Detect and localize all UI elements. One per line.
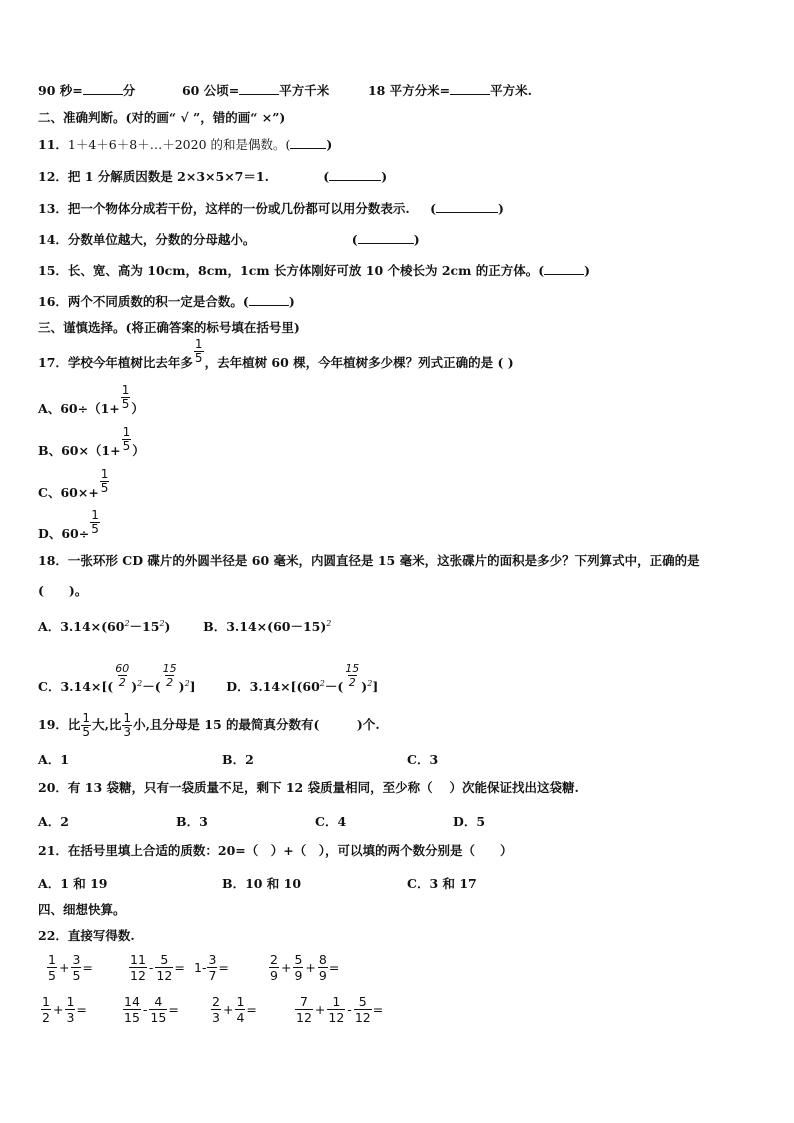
question-11 xyxy=(38,136,332,153)
answer-blank[interactable] xyxy=(239,82,279,95)
exponent: 2 xyxy=(367,678,373,688)
q19-option-b[interactable]: B．2 xyxy=(222,752,254,767)
fraction xyxy=(65,994,75,1025)
denominator: 9 xyxy=(318,968,327,983)
conv-b-text: 60 公顷= xyxy=(181,83,240,98)
q19-option-a[interactable]: A．1 xyxy=(38,752,69,767)
q20-option-d[interactable]: D．5 xyxy=(453,814,486,829)
calc-item: $\frac{11}{12}$ - $\frac{5}{12}$ = xyxy=(130,952,185,983)
fraction xyxy=(149,994,167,1025)
numerator: 5 xyxy=(160,952,169,967)
q18-options-ab xyxy=(38,616,331,635)
numerator: 8 xyxy=(318,952,327,967)
denominator: 7 xyxy=(208,968,217,983)
numerator: 15 xyxy=(345,662,360,675)
question-16 xyxy=(38,293,295,310)
answer-blank[interactable] xyxy=(436,200,498,213)
numerator: 60 xyxy=(115,662,130,675)
fraction xyxy=(235,994,245,1025)
q-text: 在括号里填上合适的质数：20=（ ）+（ ），可以填的两个数分别是（ ） xyxy=(67,843,513,858)
paren-close: ) xyxy=(413,232,420,247)
fraction xyxy=(81,712,91,739)
question-17 xyxy=(38,337,514,377)
fraction xyxy=(41,994,51,1025)
fraction xyxy=(211,994,221,1025)
fraction xyxy=(123,994,141,1025)
q21-option-c[interactable]: C．3 和 17 xyxy=(407,876,477,891)
numerator: 1 xyxy=(82,711,91,725)
q17-option-d[interactable]: D、60÷ $\frac{1}{5}$ xyxy=(38,508,99,541)
section-heading-2: 二、准确判断。(对的画“ √ ”，错的画“ ×”) xyxy=(38,110,286,125)
calc-item: $\frac{1}{2}$ + $\frac{1}{3}$ = xyxy=(42,994,87,1025)
numerator: 5 xyxy=(294,952,303,967)
conversion-line xyxy=(38,82,532,99)
denominator: 12 xyxy=(130,968,146,983)
q-text: ，去年植树 60 棵，今年植树多少棵？列式正确的是 ( ) xyxy=(204,355,514,370)
q18-option-d[interactable]: D．$3.14\times[(60^2-$( $\frac{15}{2}$ )$^2$] xyxy=(226,662,379,694)
section-heading-3: 三、谨慎选择。(将正确答案的标号填在括号里) xyxy=(38,320,300,335)
numerator: 1 xyxy=(332,994,341,1009)
q-text: 长、宽、高为 10cm，8cm，1cm 长方体刚好可放 10 个棱长为 2cm 的正方体。( xyxy=(67,263,545,278)
paren-open: ( xyxy=(430,201,437,216)
calc-item: $\frac{1}{5}$ + $\frac{3}{5}$ = xyxy=(48,952,93,983)
q-num: 12． xyxy=(38,169,68,184)
numerator: 11 xyxy=(130,952,146,967)
q-text: 有 13 袋糖，只有一袋质量不足，剩下 12 袋质量相同，至少称（ ）次能保证找出这袋糖. xyxy=(67,780,579,795)
answer-blank[interactable] xyxy=(450,82,490,95)
answer-blank[interactable] xyxy=(290,136,326,149)
q20-option-a[interactable]: A．2 xyxy=(38,814,69,829)
section-heading-4: 四、细想快算。 xyxy=(38,902,126,917)
exponent: 2 xyxy=(326,619,332,628)
denominator: 15 xyxy=(150,1010,167,1025)
conv-b-unit: 平方千米 xyxy=(279,83,330,98)
denominator: 2 xyxy=(348,676,356,689)
conv-c-unit: 平方米. xyxy=(490,83,533,98)
numerator: 1 xyxy=(48,952,56,967)
fraction xyxy=(100,468,110,495)
numerator: 7 xyxy=(299,994,308,1009)
numerator: 1 xyxy=(100,467,109,481)
numerator: 1 xyxy=(91,508,99,522)
q17-option-c[interactable]: C、60×+ $\frac{1}{5}$ xyxy=(38,467,109,500)
denominator: 5 xyxy=(194,351,203,365)
calc-item: $\frac{2}{3}$ + $\frac{1}{4}$ = xyxy=(212,994,257,1025)
numerator: 2 xyxy=(212,994,220,1009)
q20-option-b[interactable]: B．3 xyxy=(176,814,208,829)
answer-blank[interactable] xyxy=(544,262,584,275)
q-text: 把 1 分解质因数是 2×3×5×7＝1. xyxy=(67,169,269,184)
question-15 xyxy=(38,262,590,279)
q-num: 22． xyxy=(38,928,68,943)
calc-item: $\frac{2}{9}$ + $\frac{5}{9}$ + $\frac{8}{9}$ = xyxy=(270,952,340,983)
fraction xyxy=(122,426,132,453)
q21-option-a[interactable]: A．1 和 19 xyxy=(38,876,108,891)
q21-option-b[interactable]: B．10 和 10 xyxy=(222,876,302,891)
denominator: 12 xyxy=(156,968,173,983)
numerator: 3 xyxy=(208,952,217,967)
question-19: 19．比 $\frac{1}{5}$ 大,比 $\frac{1}{3}$ 小,且分母是 15 的最简真分数有( )个. xyxy=(38,711,380,739)
denominator: 3 xyxy=(66,1010,75,1025)
denominator: 2 xyxy=(42,1010,50,1025)
conv-a-unit: 分 xyxy=(122,83,136,98)
denominator: 12 xyxy=(354,1010,371,1025)
paren-close: ) xyxy=(381,169,388,184)
numerator: 1 xyxy=(66,994,75,1009)
numerator: 1 xyxy=(121,383,130,397)
exponent: 2 xyxy=(137,678,143,688)
conv-a-text: 90 秒= xyxy=(38,83,83,98)
question-20 xyxy=(38,780,579,796)
q18-option-b[interactable]: B．$3.14\times(60-15)^2$ xyxy=(203,619,332,635)
q-text: 一张环形 CD 碟片的外圆半径是 60 毫米，内圆直径是 15 毫米，这张碟片的面积是多少？下列算式中，正确的是 xyxy=(67,553,700,568)
numerator: 1 xyxy=(236,994,245,1009)
fraction xyxy=(354,994,372,1025)
paren-close: ) xyxy=(326,137,333,152)
paren-close: ) xyxy=(498,201,504,216)
q-num: 15． xyxy=(38,263,68,278)
conv-c-text: 18 平方分米= xyxy=(367,83,451,98)
answer-blank[interactable] xyxy=(83,82,123,95)
q-num: 21． xyxy=(38,843,68,858)
denominator: 5 xyxy=(100,481,109,495)
q18-option-c[interactable]: C．3.14×[( $\frac{60}{2}$ )$^2$－( $\frac{15}{2}$ )$^2$] xyxy=(38,662,196,694)
q-text: 1＋4＋6＋8＋…＋2020 的和是偶数。( xyxy=(67,137,291,152)
paren-open: ( xyxy=(323,169,330,184)
fraction xyxy=(47,952,57,983)
fraction xyxy=(71,952,81,983)
question-22 xyxy=(38,928,135,944)
calc-item: $\frac{14}{15}$ - $\frac{4}{15}$ = xyxy=(124,994,179,1025)
numerator: 14 xyxy=(124,994,140,1009)
numerator: 15 xyxy=(162,662,177,675)
denominator: 5 xyxy=(82,725,91,739)
fraction xyxy=(129,952,147,983)
numerator: 4 xyxy=(154,994,163,1009)
q19-option-c[interactable]: C．3 xyxy=(407,752,439,767)
q-num: 13． xyxy=(38,201,68,216)
q-text: 直接写得数. xyxy=(67,928,135,943)
answer-blank[interactable] xyxy=(329,168,381,181)
denominator: 5 xyxy=(91,522,99,536)
fraction xyxy=(207,952,217,983)
paren-open: ( xyxy=(351,232,358,247)
calc-item: 1- $\frac{3}{7}$ = xyxy=(194,952,229,983)
denominator: 3 xyxy=(123,725,132,739)
fraction xyxy=(293,952,303,983)
denominator: 15 xyxy=(124,1010,140,1025)
q-text: 分数单位越大，分数的分母越小。 xyxy=(67,232,256,247)
numerator: 2 xyxy=(270,952,278,967)
q-num: 16． xyxy=(38,294,68,309)
denominator: 3 xyxy=(212,1010,220,1025)
numerator: 1 xyxy=(42,994,50,1009)
q18-paren: ( )。 xyxy=(38,583,88,598)
answer-blank[interactable] xyxy=(358,231,414,244)
fraction xyxy=(318,952,328,983)
question-14 xyxy=(38,231,420,248)
denominator: 9 xyxy=(294,968,303,983)
denominator: 2 xyxy=(118,676,126,689)
fraction xyxy=(121,384,131,411)
q18-option-a[interactable]: A．$3.14\times(60^2-15^2)$ xyxy=(38,619,171,635)
q-num: 18． xyxy=(38,553,68,568)
q-text: 学校今年植树比去年多 xyxy=(67,355,193,370)
fraction xyxy=(344,662,360,689)
paren-close: ) xyxy=(584,263,591,278)
q17-option-a[interactable]: A、60÷（1+ $\frac{1}{5}$ ） xyxy=(38,383,144,416)
fraction xyxy=(194,338,204,365)
q17-option-b[interactable]: B、60×（1+ $\frac{1}{5}$ ） xyxy=(38,425,145,458)
numerator: 1 xyxy=(123,711,132,725)
denominator: 5 xyxy=(72,968,81,983)
q-num: 17． xyxy=(38,355,68,370)
q-num: 20． xyxy=(38,780,68,795)
exponent: 2 xyxy=(124,619,130,628)
numerator: 5 xyxy=(358,994,367,1009)
answer-blank[interactable] xyxy=(249,293,289,306)
exponent: 2 xyxy=(159,619,165,628)
numerator: 1 xyxy=(194,337,203,351)
exponent: 2 xyxy=(319,678,325,688)
denominator: 12 xyxy=(296,1010,312,1025)
q-text: 把一个物体分成若干份，这样的一份或几份都可以用分数表示. xyxy=(67,201,410,216)
numerator: 3 xyxy=(72,952,81,967)
question-13 xyxy=(38,200,504,217)
q20-option-c[interactable]: C．4 xyxy=(315,814,347,829)
calc-item: $\frac{7}{12}$ + $\frac{1}{12}$ - $\frac{5}{12}$ = xyxy=(296,994,384,1025)
fraction xyxy=(295,994,313,1025)
fraction xyxy=(155,952,173,983)
q-num: 14． xyxy=(38,232,68,247)
question-12 xyxy=(38,168,387,185)
q-text: 两个不同质数的积一定是合数。( xyxy=(67,294,249,309)
denominator: 5 xyxy=(121,397,130,411)
fraction xyxy=(114,662,130,689)
fraction xyxy=(269,952,279,983)
fraction xyxy=(90,509,100,536)
numerator: 1 xyxy=(122,425,131,439)
q18-options-cd xyxy=(38,662,379,701)
fraction xyxy=(122,712,132,739)
paren-close: ) xyxy=(288,294,295,309)
denominator: 4 xyxy=(236,1010,245,1025)
denominator: 5 xyxy=(122,439,131,453)
exponent: 2 xyxy=(184,678,190,688)
q-num: 11． xyxy=(38,137,68,152)
fraction xyxy=(162,662,178,689)
denominator: 9 xyxy=(270,968,278,983)
question-18 xyxy=(38,553,700,569)
question-21 xyxy=(38,843,513,859)
denominator: 2 xyxy=(166,676,174,689)
denominator: 5 xyxy=(48,968,56,983)
fraction xyxy=(327,994,345,1025)
q-num: 19． xyxy=(38,717,68,732)
denominator: 12 xyxy=(328,1010,345,1025)
